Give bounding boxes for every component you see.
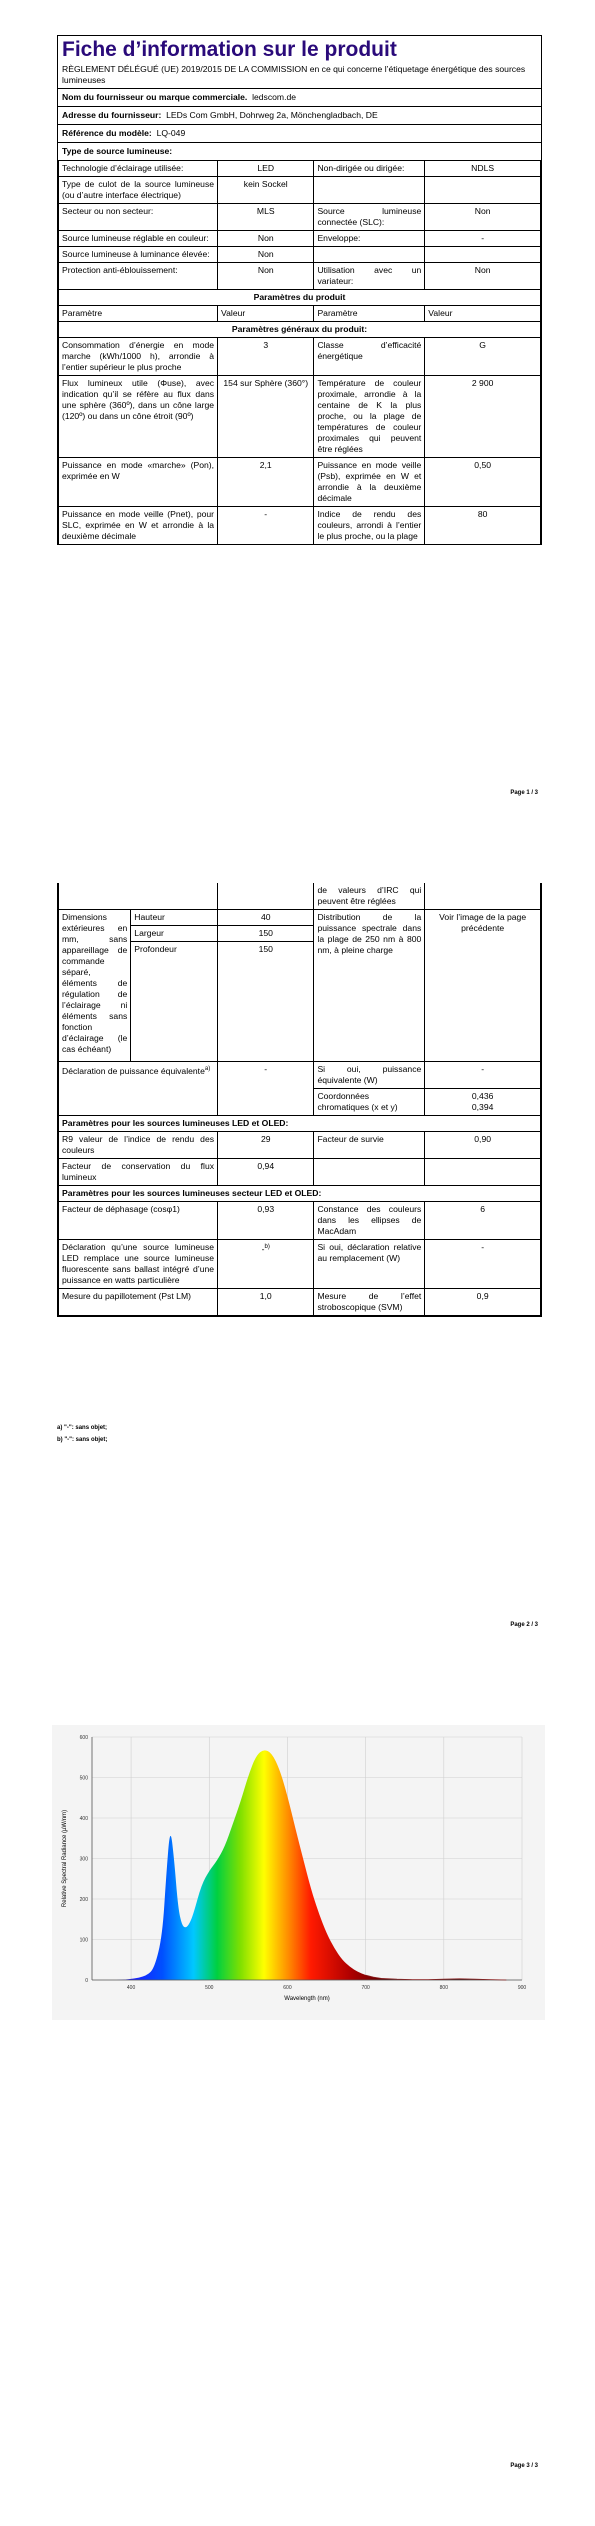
param-cell: Protection anti-éblouissement: xyxy=(59,263,218,290)
value-cell: Non xyxy=(218,247,314,263)
y-tick-label: 0 xyxy=(85,1978,88,1984)
param-cell xyxy=(314,177,425,204)
section-header-row xyxy=(59,322,541,338)
value-cell: 0,94 xyxy=(218,1159,314,1186)
page-title: Fiche d’information sur le produit xyxy=(62,38,397,61)
section-header-row xyxy=(59,1116,541,1132)
continuation-table xyxy=(58,883,541,1316)
param-cell: Si oui, déclaration relative au remplacement (W) xyxy=(314,1240,425,1289)
page-number-1: Page 1 / 3 xyxy=(510,790,538,796)
param-cell: Facteur de conservation du flux lumineux xyxy=(59,1159,218,1186)
param-cell: Indice de rendu des couleurs, arrondi à l’entier le plus proche, ou la plage xyxy=(314,507,425,545)
chroma-label: Coordonnées chromatiques (x et y) xyxy=(314,1089,425,1116)
spectral-label: Distribution de la puissance spectrale dans la plage de 250 nm à 800 nm, à pleine charge xyxy=(314,910,425,1062)
table-row xyxy=(59,231,541,247)
param-cell: Facteur de survie xyxy=(314,1132,425,1159)
equiv-yes-label: Si oui, puissance équivalente (W) xyxy=(314,1062,425,1089)
source-type-row xyxy=(58,143,541,160)
y-tick-label: 500 xyxy=(79,1775,88,1782)
x-axis-label: Wavelength (nm) xyxy=(284,1996,330,2002)
table-row xyxy=(59,263,541,290)
dim-label: Profondeur xyxy=(131,942,218,1062)
y-tick-label: 100 xyxy=(79,1937,88,1944)
param-cell: Flux lumineux utile (Φuse), avec indication qu’il se réfère au flux dans une sphère (360º), dans un cône large (120º) ou dans un cône étroit (90º) xyxy=(59,376,218,458)
cri-continuation: de valeurs d’IRC qui peuvent être réglées xyxy=(314,883,425,910)
model-label: Référence du modèle: xyxy=(62,128,152,138)
supplier-name-label: Nom du fournisseur ou marque commerciale. xyxy=(62,92,248,102)
table-row xyxy=(59,1132,541,1159)
supplier-name-value: ledscom.de xyxy=(252,92,297,102)
product-params-header: Paramètres du produit xyxy=(59,290,541,306)
table-row xyxy=(59,338,541,376)
param-cell: R9 valeur de l’indice de rendu des couleurs xyxy=(59,1132,218,1159)
value-cell: 6 xyxy=(425,1202,541,1240)
supplier-address-value: LEDs Com GmbH, Dohrweg 2a, Mönchengladbach, DE xyxy=(166,110,378,120)
value-cell: 0,9 xyxy=(425,1289,541,1316)
param-cell: Technologie d’éclairage utilisée: xyxy=(59,161,218,177)
value-cell: - xyxy=(218,507,314,545)
supplier-address-label: Adresse du fournisseur: xyxy=(62,110,162,120)
param-cell: Source lumineuse réglable en couleur: xyxy=(59,231,218,247)
param-cell: Source lumineuse connectée (SLC): xyxy=(314,204,425,231)
table-row xyxy=(59,883,541,910)
value-cell: Non xyxy=(425,204,541,231)
x-tick-label: 800 xyxy=(439,1985,448,1991)
x-tick-label: 400 xyxy=(126,1985,136,1991)
regulation-text: RÈGLEMENT DÉLÉGUÉ (UE) 2019/2015 DE LA COMMISSION en ce qui concerne l’étiquetage énergétique des sources lumineuses xyxy=(58,62,541,89)
led-oled-header: Paramètres pour les sources lumineuses LED et OLED: xyxy=(59,1116,541,1132)
value-cell: MLS xyxy=(218,204,314,231)
y-tick-label: 300 xyxy=(79,1856,88,1863)
param-cell: Consommation d’énergie en mode marche (kWh/1000 h), arrondie à l’entier supérieur le plus proche xyxy=(59,338,218,376)
table-row xyxy=(59,507,541,545)
footnotes xyxy=(57,1422,107,1446)
param-cell: Classe d’efficacité énergétique xyxy=(314,338,425,376)
supplier-address-row xyxy=(58,107,541,125)
section-header-row xyxy=(59,290,541,306)
param-cell: Source lumineuse à luminance élevée: xyxy=(59,247,218,263)
chroma-y: 0,394 xyxy=(471,1102,494,1112)
value-cell: LED xyxy=(218,161,314,177)
value-cell: 29 xyxy=(218,1132,314,1159)
param-cell: Déclaration qu’une source lumineuse LED remplace une source lumineuse fluorescente sans ballast intégré d’une puissance en watts particulière xyxy=(59,1240,218,1289)
table-row xyxy=(59,1159,541,1186)
param-cell: Utilisation avec un variateur: xyxy=(314,263,425,290)
param-cell: Puissance en mode veille (Psb), exprimée en W et arrondie à la deuxième décimale xyxy=(314,458,425,507)
param-cell: Puissance en mode veille (Pnet), pour SLC, exprimée en W et arrondie à la deuxième décimale xyxy=(59,507,218,545)
table-row xyxy=(59,1202,541,1240)
param-cell: Enveloppe: xyxy=(314,231,425,247)
y-tick-label: 600 xyxy=(79,1735,88,1741)
table-row xyxy=(59,204,541,231)
spectrum-area xyxy=(115,1750,506,1980)
table-row xyxy=(59,376,541,458)
y-tick-label: 400 xyxy=(79,1816,88,1822)
chroma-x: 0,436 xyxy=(471,1091,494,1101)
value-cell: 0,90 xyxy=(425,1132,541,1159)
param-cell: Non-dirigée ou dirigée: xyxy=(314,161,425,177)
param-cell: Mesure de l’effet stroboscopique (SVM) xyxy=(314,1289,425,1316)
param-cell: Type de culot de la source lumineuse (ou d’autre interface électrique) xyxy=(59,177,218,204)
page-number-3: Page 3 / 3 xyxy=(510,2463,538,2469)
value-cell xyxy=(425,1159,541,1186)
mains-header: Paramètres pour les sources lumineuses secteur LED et OLED: xyxy=(59,1186,541,1202)
y-tick-label: 200 xyxy=(79,1897,88,1903)
table-row xyxy=(59,177,541,204)
type-table xyxy=(58,160,541,544)
value-cell xyxy=(425,177,541,204)
spectral-value: Voir l’image de la page précédente xyxy=(425,910,541,1062)
param-cell: Mesure du papillotement (Pst LM) xyxy=(59,1289,218,1316)
equiv-yes-value: - xyxy=(425,1062,541,1089)
value-cell: Non xyxy=(425,263,541,290)
col-value-1: Valeur xyxy=(218,306,314,322)
param-cell: Constance des couleurs dans les ellipses de MacAdam xyxy=(314,1202,425,1240)
value-cell: kein Sockel xyxy=(218,177,314,204)
dimensions-label: Dimensions extérieures en mm, sans appareillage de commande séparé, éléments de régulation de l’éclairage ni éléments sans fonction d’éclairage (le cas échéant) xyxy=(59,910,131,1062)
col-param-1: Paramètre xyxy=(59,306,218,322)
supplier-name-row xyxy=(58,89,541,107)
param-cell: Secteur ou non secteur: xyxy=(59,204,218,231)
general-params-header: Paramètres généraux du produit: xyxy=(59,322,541,338)
x-tick-label: 700 xyxy=(361,1985,370,1991)
equiv-power-value: - xyxy=(218,1062,314,1116)
spectrum-chart xyxy=(52,1725,545,2020)
x-tick-label: 900 xyxy=(517,1985,527,1991)
column-header-row xyxy=(59,306,541,322)
footnote-a: a) "-": sans objet; xyxy=(57,1425,108,1431)
value-cell: NDLS xyxy=(425,161,541,177)
model-row xyxy=(58,125,541,143)
table-row xyxy=(59,458,541,507)
chroma-values xyxy=(425,1089,541,1116)
value-cell: 0,50 xyxy=(425,458,541,507)
table-row xyxy=(59,1289,541,1316)
value-cell: 2 900 xyxy=(425,376,541,458)
value-cell: 3 xyxy=(218,338,314,376)
page1-frame xyxy=(57,35,542,545)
value-cell: 0,93 xyxy=(218,1202,314,1240)
source-type-label: Type de source lumineuse: xyxy=(62,146,173,156)
param-cell: Puissance en mode «marche» (Pon), exprimée en W xyxy=(59,458,218,507)
value-cell: G xyxy=(425,338,541,376)
value-cell xyxy=(425,247,541,263)
value-cell: 2,1 xyxy=(218,458,314,507)
y-axis-label: Relative Spectral Radiance (µW/nm) xyxy=(62,1809,68,1908)
dim-value: 150 xyxy=(218,942,314,1062)
value-cell: - xyxy=(425,231,541,247)
page2-frame xyxy=(57,883,542,1317)
page-number-2: Page 2 / 3 xyxy=(510,1622,538,1628)
dim-label: Largeur xyxy=(131,926,218,942)
param-cell xyxy=(314,247,425,263)
value-cell: 80 xyxy=(425,507,541,545)
dim-value: 40 xyxy=(218,910,314,926)
value-cell: 154 sur Sphère (360°) xyxy=(218,376,314,458)
dim-label: Hauteur xyxy=(131,910,218,926)
model-value: LQ-049 xyxy=(156,128,186,138)
param-cell: Facteur de déphasage (cosφ1) xyxy=(59,1202,218,1240)
section-header-row xyxy=(59,1186,541,1202)
x-tick-label: 600 xyxy=(283,1985,292,1991)
equiv-power-label: Déclaration de puissance équivalente$^{a)}$ xyxy=(59,1062,218,1116)
col-param-2: Paramètre xyxy=(314,306,425,322)
x-tick-label: 500 xyxy=(205,1985,214,1991)
table-row xyxy=(59,161,541,177)
value-cell: 1,0 xyxy=(218,1289,314,1316)
value-cell: - xyxy=(425,1240,541,1289)
value-cell: Non xyxy=(218,231,314,247)
dim-value: 150 xyxy=(218,926,314,942)
footnote-b: b) "-": sans objet; xyxy=(57,1437,108,1443)
table-row xyxy=(59,1062,541,1089)
param-cell: Température de couleur proximale, arrondie à la centaine de K la plus proche, ou la plage de températures de couleur proximales qui peuvent être réglées xyxy=(314,376,425,458)
table-row xyxy=(59,910,541,926)
col-value-2: Valeur xyxy=(425,306,541,322)
param-cell xyxy=(314,1159,425,1186)
value-cell: Non xyxy=(218,263,314,290)
table-row xyxy=(59,1240,541,1289)
value-cell: -$^{b)}$ xyxy=(218,1240,314,1289)
table-row xyxy=(59,247,541,263)
spectrum-svg xyxy=(52,1725,545,2020)
